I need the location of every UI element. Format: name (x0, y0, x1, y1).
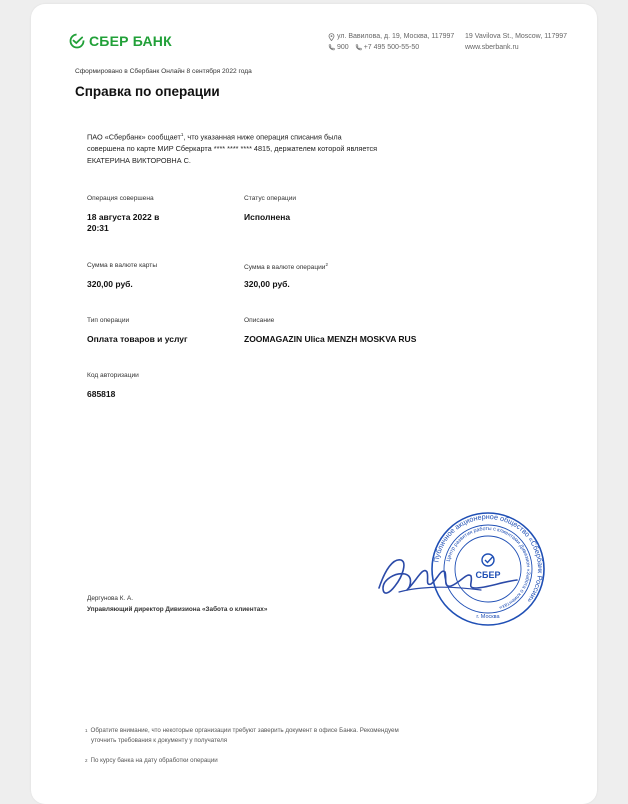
footnote-1 (85, 726, 399, 746)
formed-note: Сформировано в Сбербанк Онлайн 8 сентября 2022 года (75, 68, 252, 75)
intro-text-1: ПАО «Сбербанк» сообщает (87, 132, 181, 142)
footnote-1-line-2: уточнить требования к документу у получателя (91, 737, 228, 744)
intro-line-3: ЕКАТЕРИНА ВИКТОРОВНА С. (87, 156, 191, 166)
auth-code-value: 685818 (87, 389, 116, 399)
footnote-ref-1: 1 (180, 132, 184, 137)
handwritten-signature (371, 542, 531, 604)
phone-icon (328, 44, 335, 51)
signer-name: Дергунова К. А. (87, 595, 134, 602)
op-amount-label-text: Сумма в валюте операции (244, 264, 326, 272)
status-value: Исполнена (244, 212, 291, 222)
card-amount-label: Сумма в валюте карты (87, 262, 158, 269)
op-amount-label (244, 262, 328, 271)
card-amount-value: 320,00 руб. (87, 279, 133, 289)
op-type-label: Тип операции (87, 317, 130, 324)
contacts-ru (328, 31, 454, 53)
logo-text: СБЕР БАНК (89, 33, 172, 49)
status-label: Статус операции (244, 195, 297, 202)
signer-title: Управляющий директор Дивизиона «Забота о клиентах» (87, 606, 268, 613)
footnote-1-line-1: Обратите внимание, что некоторые организации требуют заверить документ в офисе Банка. Рекомендуем (90, 727, 399, 734)
footnote-2-line-1: По курсу банка на дату обработки операции (90, 757, 218, 764)
op-type-value: Оплата товаров и услуг (87, 334, 188, 344)
op-done-date: 18 августа 2022 в (87, 212, 160, 222)
stamp-center-text: СБЕР (475, 570, 501, 580)
footnote-2 (85, 756, 218, 766)
document-page (31, 4, 597, 804)
phone-icon (355, 44, 362, 51)
sber-logo (69, 33, 172, 49)
phone-long: +7 495 500-55-50 (363, 44, 420, 51)
footnote-ref-2: 2 (325, 262, 328, 267)
op-done-label: Операция совершена (87, 195, 154, 202)
footnote-2-number: 2 (85, 758, 88, 763)
description-label: Описание (244, 317, 275, 324)
address-ru: ул. Вавилова, д. 19, Москва, 117997 (337, 33, 455, 40)
phone-short: 900 (337, 44, 349, 51)
location-pin-icon (328, 33, 335, 41)
stamp-inner-text: Центр развития работы с клиентами Дивизион «Забота о клиентах» (445, 525, 532, 611)
website-link[interactable]: www.sberbank.ru (465, 44, 519, 51)
description-value: ZOOMAGAZIN Ulica MENZH MOSKVA RUS (244, 334, 417, 344)
intro-text-2: , что указанная ниже операция списания была (183, 132, 342, 142)
op-done-value (87, 212, 159, 234)
op-done-time: 20:31 (87, 223, 109, 233)
page-title: Справка по операции (75, 84, 220, 99)
stamp-city-text: г. Москва (476, 614, 500, 620)
stamp-outer-text: Публичное акционерное общество «Сбербанк России» (431, 511, 546, 605)
auth-code-label: Код авторизации (87, 372, 139, 379)
intro-line-2: совершена по карте МИР Сберкарта **** **** **** 4815, держателем которой является (87, 144, 378, 154)
signer-block (87, 593, 267, 615)
intro-paragraph (87, 129, 377, 167)
sber-logo-icon (69, 33, 85, 49)
footnote-1-number: 1 (85, 728, 88, 733)
address-en: 19 Vavilova St., Moscow, 117997 (465, 33, 568, 40)
op-amount-value: 320,00 руб. (244, 279, 290, 289)
contacts-en (465, 31, 567, 53)
